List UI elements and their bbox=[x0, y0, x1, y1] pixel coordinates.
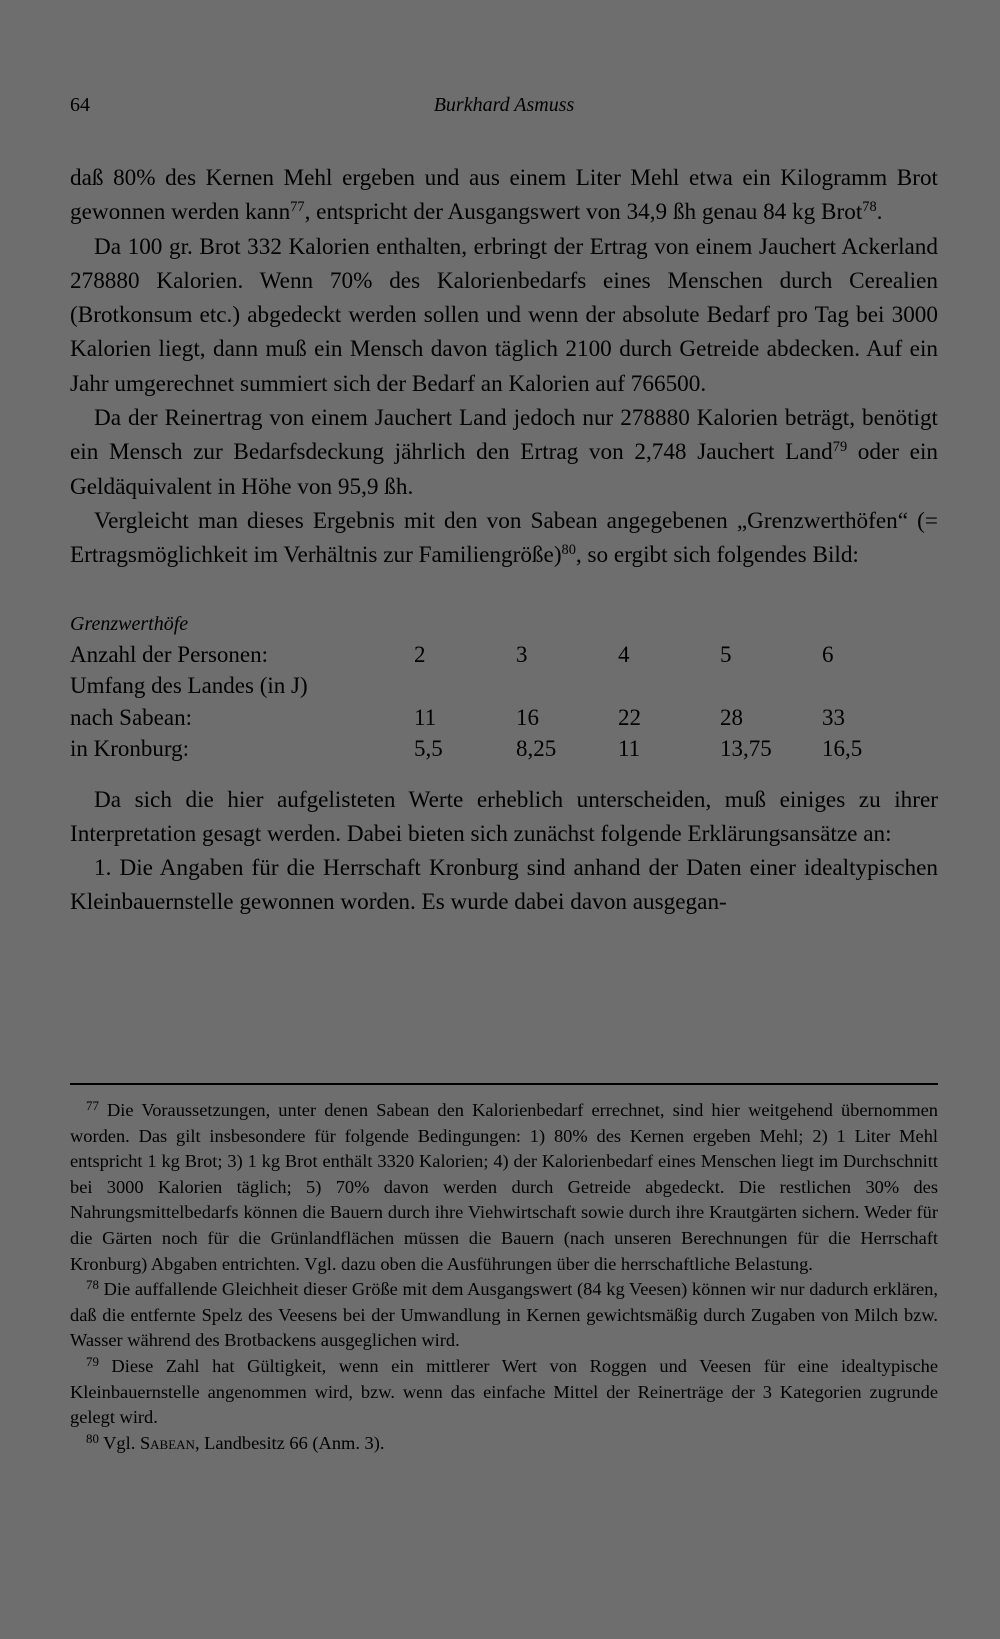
grenzwerthoefe-table bbox=[70, 639, 924, 765]
text-run: daß 80% des Kernen Mehl ergeben und aus einem Liter Mehl etwa ein Kilogramm Brot gewonnen werden kann bbox=[70, 165, 938, 226]
footnote-ref[interactable]: 78 bbox=[862, 199, 877, 216]
footnote-78 bbox=[70, 1277, 938, 1354]
table-cell: 2 bbox=[414, 641, 426, 667]
table-cell bbox=[618, 670, 720, 702]
footnote-text: , Landbesitz 66 (Anm. 3). bbox=[194, 1432, 385, 1453]
footnote-text: Vgl. bbox=[103, 1432, 140, 1453]
footnote-text: Die Voraussetzungen, unter denen Sabean den Kalorienbedarf errechnet, sind hier weitgehend übernommen worden. Das gilt insbesondere für folgende Bedingungen: 1) 80% des Kernen ergeben Mehl; 2) 1 Liter Mehl entspricht 1 kg Brot; 3) 1 kg Brot enthält 3320 Kalorien; 4) der Kalorienbedarf eines Menschen liegt im Durchschnitt bei 3000 Kalorien täglich; 5) 70% davon werden durch Getreide abgedeckt. Die restlichen 30% des Nahrungsmittelbedarfs können die Bauern durch ihre Viehwirtschaft sowie durch ihre Krautgärten sichern. Weder für die Gärten noch für die Grünlandflächen müssen die Bauern (nach unseren Berechnungen für die Herrschaft Kronburg) Abgaben entrichten. Vgl. dazu oben die Ausführungen über die herrschaftliche Belastung. bbox=[70, 1100, 938, 1274]
table-cell bbox=[414, 670, 516, 702]
table-cell: 6 bbox=[822, 641, 834, 667]
table-cell: 5 bbox=[720, 641, 732, 667]
text-run: Vergleicht man dieses Ergebnis mit den von Sabean angegebenen „Grenzwerthöfen“ (= Ertragsmöglichkeit im Verhältnis zur Familiengröße) bbox=[70, 507, 938, 569]
running-head: Burkhard Asmuss bbox=[433, 94, 575, 116]
footnote-number: 77 bbox=[86, 1099, 99, 1114]
text-run: Da der Reinertrag von einem Jauchert Land jedoch nur 278880 Kalorien beträgt, benötigt ein Mensch zur Bedarfsdeckung jährlich den Ertrag von 2,748 Jauchert Land bbox=[70, 405, 938, 466]
table-cell bbox=[516, 670, 618, 702]
table-cell: 13,75 bbox=[720, 736, 772, 762]
paragraph bbox=[70, 161, 938, 230]
table-cell: 5,5 bbox=[414, 736, 443, 762]
table-cell: 11 bbox=[414, 704, 437, 730]
footnote-77 bbox=[70, 1098, 938, 1277]
page-header bbox=[70, 94, 938, 124]
footnote-number: 79 bbox=[86, 1355, 99, 1370]
footnote-number: 80 bbox=[86, 1431, 99, 1446]
table-cell: 4 bbox=[618, 641, 630, 667]
table-cell: 33 bbox=[822, 704, 845, 730]
text-run: oder ein Geldäquivalent in Höhe von 95,9 ßh. bbox=[70, 439, 939, 500]
table-row bbox=[70, 639, 924, 671]
table-cell: 11 bbox=[618, 736, 641, 762]
table-cell bbox=[720, 670, 822, 702]
page-number: 64 bbox=[70, 94, 90, 116]
table-row bbox=[70, 702, 924, 734]
table-cell: 22 bbox=[618, 704, 641, 730]
paragraph bbox=[70, 504, 938, 573]
footnotes bbox=[70, 1098, 938, 1456]
footnote-text: Die auffallende Gleichheit dieser Größe mit dem Ausgangswert (84 kg Veesen) können wir nur dadurch erklären, daß die entfernte Spelz des Veesens bei der Umwandlung in Kernen gewichtsmäßig durch Zugaben von Milch bzw. Wasser während des Brotbackens ausgeglichen wird. bbox=[70, 1279, 938, 1351]
footnote-ref[interactable]: 79 bbox=[832, 439, 848, 456]
footnote-ref[interactable]: 80 bbox=[561, 542, 576, 559]
row-label: nach Sabean: bbox=[70, 704, 192, 730]
table-cell: 8,25 bbox=[516, 736, 557, 762]
table-cell: 16 bbox=[516, 704, 539, 730]
author-name: Sabean bbox=[139, 1432, 195, 1453]
footnote-79 bbox=[70, 1354, 938, 1431]
row-label: Anzahl der Personen: bbox=[70, 641, 268, 667]
paragraph bbox=[70, 401, 938, 504]
footnote-ref[interactable]: 77 bbox=[290, 199, 305, 216]
footnote-80 bbox=[70, 1431, 938, 1457]
table-cell: 16,5 bbox=[822, 736, 863, 762]
footnote-separator bbox=[70, 1083, 938, 1085]
paragraph: 1. Die Angaben für die Herrschaft Kronburg sind anhand der Daten einer idealtypischen Kleinbauernstelle gewonnen worden. Es wurde dabei davon ausgegan- bbox=[70, 855, 938, 916]
table-cell: 28 bbox=[720, 704, 743, 730]
text-run: , so ergibt sich folgendes Bild: bbox=[575, 542, 859, 569]
row-label: in Kronburg: bbox=[70, 736, 190, 762]
table-cell: 3 bbox=[516, 641, 528, 667]
paragraph: Da sich die hier aufgelisteten Werte erheblich unterscheiden, muß einiges zu ihrer Interpretation gesagt werden. Dabei bieten sich zunächst folgende Erklärungsansätze an: bbox=[70, 786, 938, 847]
text-run: . bbox=[876, 199, 883, 226]
row-label: Umfang des Landes (in J) bbox=[70, 673, 308, 699]
table-caption: Grenzwerthöfe bbox=[70, 612, 189, 635]
table-row bbox=[70, 670, 924, 702]
table-row bbox=[70, 733, 924, 765]
table-cell bbox=[822, 670, 924, 702]
main-text bbox=[70, 161, 938, 920]
paragraph: Da 100 gr. Brot 332 Kalorien enthalten, erbringt der Ertrag von einem Jauchert Ackerland 278880 Kalorien. Wenn 70% des Kalorienbedarfs eines Menschen durch Cerealien (Brotkonsum etc.) abgedeckt werden sollen und wenn der absolute Bedarf pro Tag bei 3000 Kalorien liegt, dann muß ein Mensch davon täglich 2100 durch Getreide abdecken. Auf ein Jahr umgerechnet summiert sich der Bedarf an Kalorien auf 766500. bbox=[70, 233, 938, 397]
footnote-text: Diese Zahl hat Gültigkeit, wenn ein mittlerer Wert von Roggen und Veesen für eine idealtypische Kleinbauernstelle angenommen wird, bzw. wenn das einfache Mittel der Reinerträge der 3 Kategorien zugrunde gelegt wird. bbox=[70, 1355, 938, 1428]
footnote-number: 78 bbox=[86, 1278, 99, 1293]
grenzwerthoefe-table-block bbox=[70, 609, 938, 765]
text-run: , entspricht der Ausgangswert von 34,9 ßh genau 84 kg Brot bbox=[304, 199, 863, 226]
